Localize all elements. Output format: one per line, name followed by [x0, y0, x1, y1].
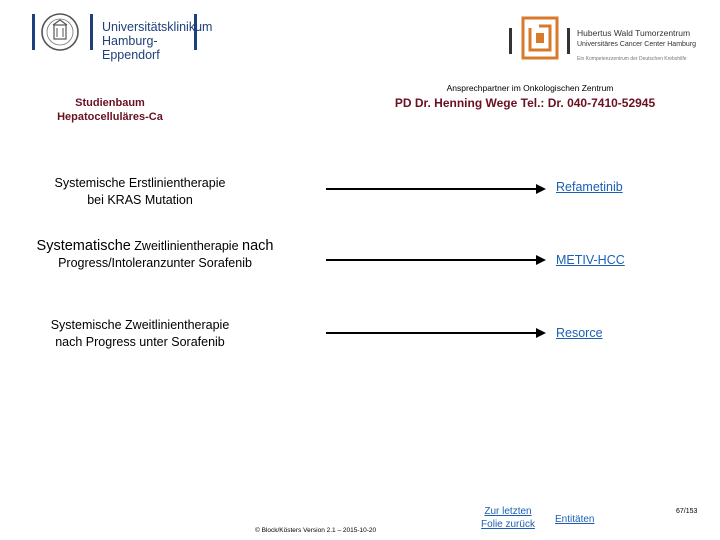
uke-logo-text: Universitätsklinikum Hamburg-Eppendorf — [102, 20, 213, 62]
therapy-label-first-line: Systemische Erstlinientherapie bei KRAS Mutation — [54, 176, 226, 207]
contact-person: PD Dr. Henning Wege Tel.: Dr. 040-7410-52945 — [394, 96, 656, 110]
entities-link[interactable]: Entitäten — [555, 514, 595, 525]
study-tree-title: Studienbaum Hepatocelluläres-Ca — [57, 97, 163, 123]
arrow-row-1 — [326, 184, 546, 194]
copyright-notice: © Block/Kösters Version 2.1 – 2015-10-20 — [255, 527, 377, 534]
study-link-resorce[interactable]: Resorce — [556, 326, 603, 340]
hw-logo-text: Hubertus Wald Tumorzentrum Universitäres Cancer Center Hamburg — [577, 28, 697, 48]
therapy-label-second-line-intolerance: Systematische Zweitlinientherapie nach Progress/Intoleranzunter Sorafenib — [36, 238, 274, 270]
arrow-row-2 — [326, 255, 546, 265]
study-link-metiv-hcc[interactable]: METIV-HCC — [556, 253, 625, 267]
back-to-last-slide-link[interactable]: Zur letzten Folie zurück — [481, 506, 535, 530]
tumor-center-mark-icon — [521, 16, 559, 60]
arrow-row-3 — [326, 328, 546, 338]
therapy-label-second-line-progress: Systemische Zweitlinientherapie nach Progress unter Sorafenib — [50, 318, 230, 349]
study-link-refametinib[interactable]: Refametinib — [556, 180, 623, 194]
hubertus-wald-logo — [507, 16, 697, 68]
page-number: 67/153 — [676, 508, 698, 515]
contact-caption: Ansprechpartner im Onkologischen Zentrum — [446, 83, 614, 93]
university-seal-icon — [40, 12, 80, 52]
uke-logo — [32, 12, 213, 62]
hw-tagline: Ein Kompetenzzentrum der Deutschen Krebshilfe — [577, 56, 687, 62]
